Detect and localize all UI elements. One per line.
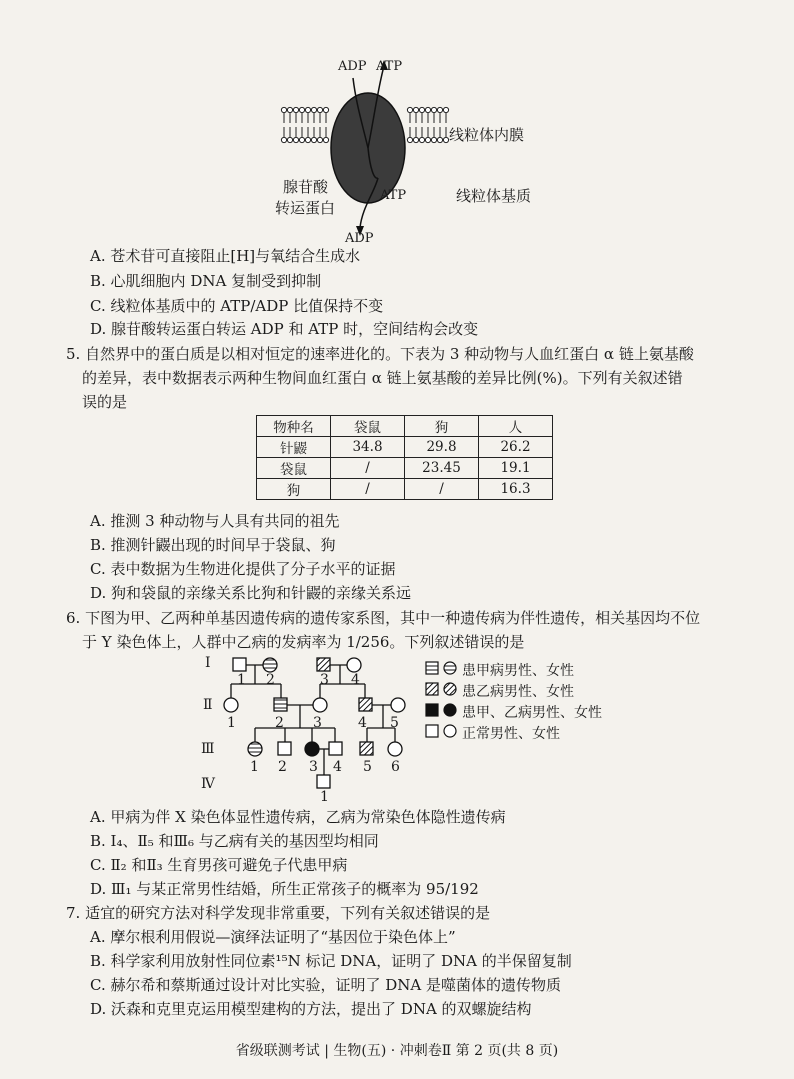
q6-option-d: D. Ⅲ₁ 与某正常男性结婚，所生正常孩子的概率为 95/192 <box>90 880 479 898</box>
q5-stem-line2: 的差异，表中数据表示两种生物间血红蛋白 α 链上氨基酸的差异比例(%)。下列有关叙述错 <box>82 369 683 387</box>
q5-option-d: D. 狗和袋鼠的亲缘关系比狗和针鼹的亲缘关系远 <box>90 584 412 602</box>
III1-affected-a-female <box>248 742 262 756</box>
table-cell: 袋鼠 <box>257 458 331 479</box>
q7-option-a: A. 摩尔根利用假说—演绎法证明了“基因位于染色体上” <box>90 928 456 946</box>
ind-num: 3 <box>309 759 318 775</box>
table-header-cell: 人 <box>479 416 553 437</box>
q5-option-b: B. 推测针鼹出现的时间早于袋鼠、狗 <box>90 536 336 554</box>
table-row <box>257 458 553 479</box>
I1-normal-male <box>233 658 246 671</box>
q6-option-c: C. Ⅱ₂ 和Ⅱ₃ 生育男孩可避免子代患甲病 <box>90 856 348 874</box>
ind-num: 1 <box>250 759 259 775</box>
gen-label-i: Ⅰ <box>205 655 211 671</box>
II5-normal-female <box>391 698 405 712</box>
III2-normal-male <box>278 742 291 755</box>
ind-num: 3 <box>313 715 322 731</box>
q7-option-c: C. 赫尔希和蔡斯通过设计对比实验，证明了 DNA 是噬菌体的遗传物质 <box>90 976 562 994</box>
gen-label-ii: Ⅱ <box>203 697 213 713</box>
ind-num: 4 <box>358 715 367 731</box>
ind-num: 1 <box>237 672 246 688</box>
IV1-normal-male <box>317 775 330 788</box>
ind-num: 2 <box>275 715 284 731</box>
II1-normal-female <box>224 698 238 712</box>
q7-option-b: B. 科学家利用放射性同位素¹⁵N 标记 DNA，证明了 DNA 的半保留复制 <box>90 952 572 970</box>
atp-bottom-label: ATP <box>380 188 407 203</box>
table-cell: / <box>331 479 405 500</box>
pedigree-legend-symbols <box>425 660 465 740</box>
legend-normal: 正常男性、女性 <box>462 726 560 742</box>
ind-num: 2 <box>278 759 287 775</box>
q6-stem-line2: 于 Y 染色体上，人群中乙病的发病率为 1/256。下列叙述错误的是 <box>82 633 525 651</box>
ind-num: 4 <box>333 759 342 775</box>
II4-affected-b-male <box>359 698 372 711</box>
III6-normal-female <box>388 742 402 756</box>
III4-normal-male <box>329 742 342 755</box>
I4-normal-female <box>347 658 361 672</box>
membrane-label: 线粒体内膜 <box>449 126 525 144</box>
table-cell: 26.2 <box>479 437 553 458</box>
q5-option-a: A. 推测 3 种动物与人具有共同的祖先 <box>90 512 340 530</box>
table-row <box>257 479 553 500</box>
ind-num: 1 <box>227 715 236 731</box>
q4-option-c: C. 线粒体基质中的 ATP/ADP 比值保持不变 <box>90 297 384 315</box>
q7-option-d: D. 沃森和克里克运用模型建构的方法，提出了 DNA 的双螺旋结构 <box>90 1000 532 1018</box>
ind-num: 2 <box>266 672 275 688</box>
table-cell: 29.8 <box>405 437 479 458</box>
adp-top-label: ADP <box>338 59 367 74</box>
table-header-row <box>257 416 553 437</box>
q7-stem: 7. 适宜的研究方法对科学发现非常重要，下列有关叙述错误的是 <box>66 904 491 922</box>
q5-stem-line1: 5. 自然界中的蛋白质是以相对恒定的速率进化的。下表为 3 种动物与人血红蛋白 α 链上氨基酸 <box>66 345 694 363</box>
I2-affected-a-female <box>263 658 277 672</box>
II3-normal-female <box>313 698 327 712</box>
ind-num: 1 <box>320 789 329 805</box>
q6-option-b: B. Ⅰ₄、Ⅱ₅ 和Ⅲ₆ 与乙病有关的基因型均相同 <box>90 832 379 850</box>
I3-affected-b-male <box>317 658 330 671</box>
q6-stem-line1: 6. 下图为甲、乙两种单基因遗传病的遗传家系图，其中一种遗传病为伴性遗传，相关基因均不位 <box>66 609 701 627</box>
q5-amino-acid-table <box>256 415 553 500</box>
legend-affected-ab: 患甲、乙病男性、女性 <box>462 705 602 721</box>
legend-affected-b: 患乙病男性、女性 <box>462 684 574 700</box>
ind-num: 5 <box>363 759 372 775</box>
q5-stem-line3: 误的是 <box>82 393 128 411</box>
ind-num: 3 <box>320 672 329 688</box>
table-cell: 34.8 <box>331 437 405 458</box>
table-cell: / <box>331 458 405 479</box>
ind-num: 6 <box>391 759 400 775</box>
table-header-cell: 狗 <box>405 416 479 437</box>
gen-label-iv: Ⅳ <box>201 776 215 792</box>
q5-option-c: C. 表中数据为生物进化提供了分子水平的证据 <box>90 560 396 578</box>
matrix-label: 线粒体基质 <box>456 187 532 205</box>
q4-option-b: B. 心肌细胞内 DNA 复制受到抑制 <box>90 272 322 290</box>
ind-num: 4 <box>351 672 360 688</box>
III3-affected-ab-female <box>305 742 319 756</box>
table-row <box>257 437 553 458</box>
table-cell: 16.3 <box>479 479 553 500</box>
ind-num: 5 <box>390 715 399 731</box>
q6-option-a: A. 甲病为伴 X 染色体显性遗传病，乙病为常染色体隐性遗传病 <box>90 808 506 826</box>
protein-label-1: 腺苷酸 <box>283 178 329 196</box>
table-cell: 针鼹 <box>257 437 331 458</box>
table-cell: 19.1 <box>479 458 553 479</box>
gen-label-iii: Ⅲ <box>201 741 215 757</box>
table-cell: / <box>405 479 479 500</box>
table-cell: 23.45 <box>405 458 479 479</box>
atp-top-label: ATP <box>376 59 403 74</box>
II2-affected-a-male <box>274 698 287 711</box>
table-header-cell: 物种名 <box>257 416 331 437</box>
protein-label-2: 转运蛋白 <box>275 199 336 217</box>
legend-affected-a: 患甲病男性、女性 <box>462 663 574 679</box>
table-cell: 狗 <box>257 479 331 500</box>
page-footer: 省级联测考试 | 生物(五) · 冲刺卷Ⅱ 第 2 页(共 8 页) <box>235 1043 559 1059</box>
q4-option-d: D. 腺苷酸转运蛋白转运 ADP 和 ATP 时，空间结构会改变 <box>90 320 479 338</box>
table-header-cell: 袋鼠 <box>331 416 405 437</box>
q4-option-a: A. 苍术苷可直接阻止[H]与氧结合生成水 <box>90 247 361 265</box>
III5-affected-b-male <box>360 742 373 755</box>
adp-bottom-label: ADP <box>345 231 374 246</box>
